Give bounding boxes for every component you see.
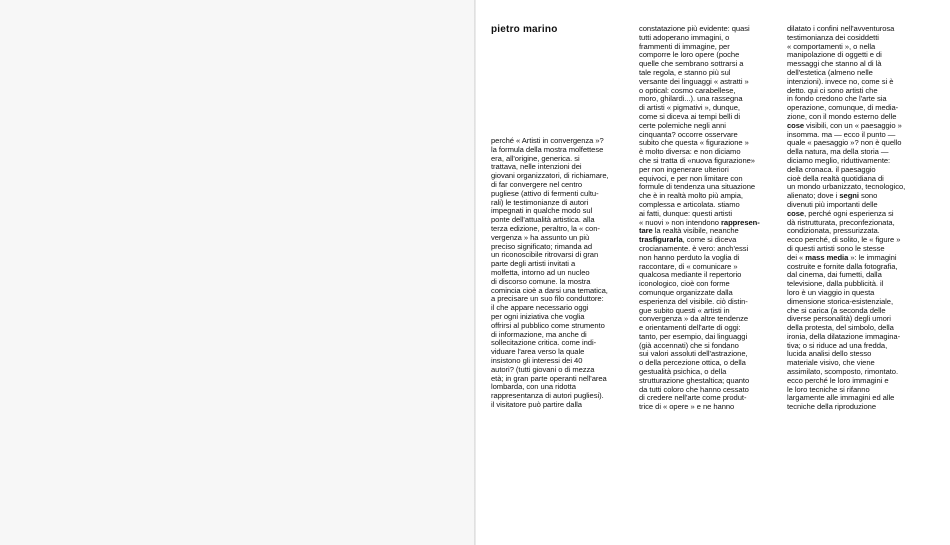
text-line: era, all'origine, generica. si	[491, 153, 580, 163]
text-line: condizionata, pressurizzata.	[787, 226, 880, 236]
text-line: della natura, ma della storia —	[787, 147, 889, 157]
text-line: cose visibili, con un « paesaggio »	[787, 120, 902, 130]
text-line: impegnati in qualche modo sul	[491, 206, 593, 216]
text-line: « nuovi » non intendono rappresen-	[639, 217, 760, 227]
text-line: zione, con il mondo esterno delle	[787, 111, 897, 121]
text-line: sollecitazione critica. come indi-	[491, 338, 597, 348]
text-line: della cronaca. il paesaggio	[787, 164, 876, 174]
text-line: offrirsi al pubblico come strumento	[491, 320, 605, 330]
text-line: equivoci, e per non limitare con	[639, 173, 743, 183]
text-line: costruite e fornite dalla fotografia,	[787, 261, 898, 271]
text-line: dimensione storica-esistenziale,	[787, 296, 894, 306]
text-line: rali) le testimonianze di autori	[491, 197, 589, 207]
text-line: testimonianza dei cosiddetti	[787, 32, 879, 42]
text-line: frammenti di immagine, per	[639, 41, 730, 51]
text-line: lombarda, con una ridotta	[491, 382, 576, 392]
text-line: da tutti coloro che hanno cessato	[639, 384, 749, 394]
text-line: (già accennati) che si fondano	[639, 340, 739, 350]
text-line: ironia, della dilatazione immagina-	[787, 331, 901, 341]
text-line: o optical: cosmo carabellese,	[639, 85, 736, 95]
text-line: un mondo urbanizzato, tecnologico,	[787, 182, 906, 192]
text-line: trice di « opere » e ne hanno	[639, 402, 735, 412]
text-line: tutti adoperano immagini, o	[639, 32, 730, 42]
text-line: dal cinema, dai fumetti, dalla	[787, 270, 882, 280]
text-line: trattava, nelle intenzioni dei	[491, 162, 582, 172]
text-line: certe polemiche negli anni	[639, 120, 726, 130]
text-line: subito che questa « figurazione »	[639, 138, 749, 148]
text-line: moro, ghilardi...). una rassegna	[639, 94, 743, 104]
text-line: ecco perché le loro immagini e	[787, 375, 889, 385]
text-line: di artisti « pigmativi », dunque,	[639, 103, 740, 113]
text-column-1	[491, 137, 609, 410]
text-line: ai fatti, dunque: questi artisti	[639, 208, 732, 218]
text-line: e orientamenti dell'arte di oggi:	[639, 323, 741, 333]
text-line: iconologico, cioè con forme	[639, 279, 730, 289]
text-line: molfetta, intorno ad un nucleo	[491, 267, 590, 277]
author-name: pietro marino	[491, 24, 558, 35]
text-line: tare la realtà visibile, neanche	[639, 226, 739, 236]
text-line: diverse personalità) degli umori	[787, 314, 891, 324]
text-line: età; in gran parte operanti nell'area	[491, 373, 607, 383]
text-line: a precisare un suo filo conduttore:	[491, 294, 604, 304]
text-line: la formula della mostra molfettese	[491, 144, 604, 154]
text-line: il che appare necessario oggi	[491, 303, 589, 313]
text-line: per non ingenerare ulteriori	[639, 164, 729, 174]
text-line: ecco perché, di solito, le « figure »	[787, 235, 901, 245]
text-line: trasfigurarla, come si diceva	[639, 235, 737, 245]
text-line: perché « Artisti in convergenza »?	[491, 136, 604, 145]
text-line: terza edizione, peraltro, la « con-	[491, 223, 600, 233]
text-line: formule di tendenza una situazione	[639, 182, 756, 192]
text-line: qualcosa mediante il repertorio	[639, 270, 742, 280]
text-line: tiva; o si riduce ad una fredda,	[787, 340, 888, 350]
text-line: di credere nell'arte come produt-	[639, 393, 747, 403]
text-line: vergenza » ha assunto un più	[491, 232, 590, 242]
text-line: di informazione, ma anche di	[491, 329, 587, 339]
text-line: divenuti più importanti delle	[787, 199, 878, 209]
text-line: cioè della realtà quotidiana di	[787, 173, 884, 183]
text-line: quale « paesaggio »? non è quello	[787, 138, 902, 148]
text-line: o della percezione ottica, o della	[639, 358, 746, 368]
text-line: della protesta, del simbolo, della	[787, 323, 894, 333]
text-line: convergenza » da altre tendenze	[639, 314, 749, 324]
text-line: il visitatore può partire dalla	[491, 399, 582, 409]
text-line: di far convergere nel centro	[491, 179, 583, 189]
text-line: di discorso comune. la mostra	[491, 276, 591, 286]
text-line: gestualità psichica, o della	[639, 367, 727, 377]
text-line: dei « mass media »: le immagini	[787, 252, 897, 262]
text-line: che si carica (a seconda delle	[787, 305, 886, 315]
text-line: in fondo credono che l'arte sia	[787, 94, 887, 104]
text-line: è molto diversa: e non diciamo	[639, 147, 741, 157]
text-column-2	[639, 25, 760, 412]
text-line: versante dei linguaggi « astratti »	[639, 76, 749, 86]
text-line: dell'estetica (almeno nelle	[787, 67, 873, 77]
text-line: preciso significato; rimanda ad	[491, 241, 593, 251]
text-line: strutturazione ghestaltica; quanto	[639, 375, 750, 385]
text-line: constatazione più evidente: quasi	[639, 24, 750, 33]
text-line: che si tratta di «nuova figurazione»	[639, 155, 755, 165]
text-line: un riconoscibile ritrovarsi di gran	[491, 250, 599, 260]
text-line: tale regola, e stanno più sul	[639, 67, 731, 77]
text-line: rappresentanza di autori pugliesi).	[491, 391, 604, 401]
text-line: largamente alle immagini ed alle	[787, 393, 895, 403]
text-line: lucida analisi dello stesso	[787, 349, 872, 359]
text-line: operazione, comunque, di media-	[787, 103, 899, 113]
text-line: che è in realtà molto più ampia,	[639, 191, 743, 201]
text-line: diciamo meglio, riduttivamente:	[787, 155, 891, 165]
text-line: quelle che sembrano sottrarsi a	[639, 59, 744, 69]
text-line: non hanno perduto la voglia di	[639, 252, 740, 262]
text-line: tanto, per esempio, dai linguaggi	[639, 331, 748, 341]
text-column-3	[787, 25, 905, 412]
text-line: autori? (tutti giovani o di mezza	[491, 364, 595, 374]
text-line: dilatato i confini nell'avventurosa	[787, 24, 895, 33]
text-line: assimilato, scomposto, rimontato.	[787, 367, 899, 377]
text-line: tecniche della riproduzione	[787, 402, 876, 412]
text-line: come si diceva ai tempi belli di	[639, 111, 740, 121]
text-line: comunque organizzate dalla	[639, 287, 733, 297]
text-line: materiale visivo, che viene	[787, 358, 875, 368]
text-line: complessa e articolata. stiamo	[639, 199, 740, 209]
text-line: raccontare, di « comunicare »	[639, 261, 738, 271]
text-line: cose, perché ogni esperienza si	[787, 208, 894, 218]
text-line: insomma. ma — ecco il punto —	[787, 129, 896, 139]
text-line: detto. qui ci sono artisti che	[787, 85, 878, 95]
text-line: gue subito questi « artisti in	[639, 305, 730, 315]
text-line: cinquanta? occorre osservare	[639, 129, 738, 139]
text-line: comincia cioè a darsi una tematica,	[491, 285, 608, 295]
text-line: le loro tecniche si rifanno	[787, 384, 870, 394]
text-line: pugliese (attivo di fermenti cultu-	[491, 188, 599, 198]
text-line: di questi artisti sono le stesse	[787, 243, 885, 253]
left-page-blank	[0, 0, 474, 545]
text-line: loro è un viaggio in questa	[787, 287, 875, 297]
text-line: crocianamente. è vero: anch'essi	[639, 243, 749, 253]
text-line: insistono gli interessi dei 40	[491, 355, 583, 365]
text-line: sui valori assoluti dell'astrazione,	[639, 349, 748, 359]
text-line: comporre le loro opere (poche	[639, 50, 740, 60]
text-line: esperienza del visibile. ciò distin-	[639, 296, 748, 306]
text-line: « comportamenti », o nella	[787, 41, 876, 51]
text-line: dà ristrutturata, preconfezionata,	[787, 217, 895, 227]
text-line: per ogni iniziativa che voglia	[491, 311, 585, 321]
text-line: intenzioni). invece no, come si è	[787, 76, 894, 86]
text-line: viduare l'area verso la quale	[491, 347, 585, 357]
text-line: alienato; dove i segni sono	[787, 191, 878, 201]
text-line: messaggi che stanno al di là	[787, 59, 882, 69]
text-line: giovani organizzatori, di richiamare,	[491, 171, 609, 181]
text-line: parte degli artisti invitati a	[491, 259, 576, 269]
text-line: manipolazione di oggetti e di	[787, 50, 882, 60]
text-line: televisione, dalla pubblicità. il	[787, 279, 884, 289]
text-line: ponte dell'attualità artistica. alla	[491, 215, 595, 225]
